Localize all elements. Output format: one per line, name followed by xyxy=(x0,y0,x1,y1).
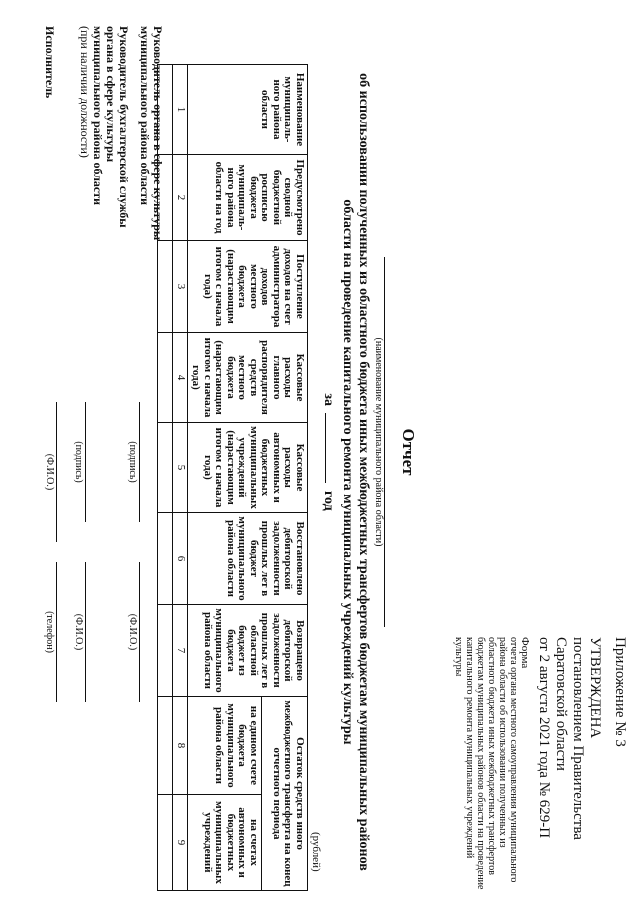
report-subtitle: об использовании полученных из областного бюджета иных межбюджетных трансфертов бюджетам муниципальных районов области на проведение капитального ремонта муниципальных учреждений культуры xyxy=(340,73,371,871)
column-number: 2 xyxy=(173,155,188,241)
header-cell: Кассовые расходы автономных и бюджетных муниципальных учреждений (нарастающим итогом с начала года) xyxy=(188,423,308,513)
accountant-label-line-1: Руководитель бухгалтерской службы xyxy=(117,26,131,228)
table-cell xyxy=(158,423,173,513)
appendix-number: Приложение № 3 xyxy=(612,637,628,747)
period-blank xyxy=(325,413,338,483)
executor-name-caption: (Ф.И.О.) xyxy=(44,453,55,491)
table-header-row xyxy=(261,65,307,891)
table-cell xyxy=(158,697,173,795)
unit-label: (рублей) xyxy=(310,832,322,872)
column-number: 9 xyxy=(173,795,188,891)
executor-phone-caption: (телефон) xyxy=(44,611,55,653)
column-number: 5 xyxy=(173,423,188,513)
report-title: Отчет xyxy=(399,428,418,476)
period-suffix: год xyxy=(321,490,336,511)
approved-by-line-3: от 2 августа 2021 года № 629-П xyxy=(536,637,552,839)
executor-phone-line xyxy=(56,562,57,702)
header-cell: на счетах автономных и бюджетных муниципальных учреждений xyxy=(188,795,262,891)
table-cell xyxy=(158,333,173,423)
period-prefix: за xyxy=(321,393,336,406)
accountant-label-line-4: (при наличии должности) xyxy=(78,26,92,158)
head-name-caption: (Ф.И.О.) xyxy=(127,613,138,651)
head-signature-label xyxy=(138,26,164,286)
accountant-name-line xyxy=(85,562,86,702)
header-cell: Предусмотрено сводной бюджетной росписью бюджета муниципаль-ного района области на год xyxy=(188,155,308,241)
column-number: 7 xyxy=(173,605,188,697)
column-number: 6 xyxy=(173,513,188,605)
report-table xyxy=(158,64,309,891)
document-page xyxy=(0,2,640,902)
head-label-line-1: Руководитель органа в сфере культуры xyxy=(151,26,165,241)
head-label-line-2: муниципального района области xyxy=(138,26,152,206)
approved-label: УТВЕРЖДЕНА xyxy=(587,637,603,739)
column-number: 4 xyxy=(173,333,188,423)
form-description: отчета органа местного самоуправления муниципального района области об использовании полученных из областного бюджета иных межбюджетных трансфертов бюджетам муниципальных районов области на проведение капитального ремонта муниципальных учреждений культуры xyxy=(453,637,519,890)
header-cell: Поступление доходов на счет администратора доходов местного бюджета (нарастающим итогом с начала года) xyxy=(188,241,308,333)
header-cell: на едином счете бюджета муниципального района области xyxy=(188,697,262,795)
municipality-caption: (наименование муниципального района области) xyxy=(373,337,384,547)
header-cell: Наименование муниципаль-ного района области xyxy=(188,65,308,155)
appendix-block xyxy=(453,637,628,897)
table-cell xyxy=(158,513,173,605)
executor-name-line xyxy=(56,402,57,542)
accountant-signature-line xyxy=(85,402,86,522)
head-name-line xyxy=(139,562,140,702)
head-signature-caption: (подпись) xyxy=(127,441,138,483)
municipality-blank-line xyxy=(384,257,385,627)
head-signature-line xyxy=(139,402,140,522)
header-cell: Восстановлено дебиторской задолженности прошлых лет в бюджет муниципального района области xyxy=(188,513,308,605)
executor-label: Исполнитель xyxy=(43,26,57,99)
approved-by-line-1: постановлением Правительства xyxy=(570,637,586,840)
accountant-label-line-3: муниципального района области xyxy=(91,26,105,206)
header-cell: Кассовые расходы главного распорядителя средств местного бюджета (нарастающим итогом с начала года) xyxy=(188,333,308,423)
form-title: Форма xyxy=(519,637,531,669)
column-number: 1 xyxy=(173,65,188,155)
report-period xyxy=(320,2,338,902)
table-cell xyxy=(158,795,173,891)
table-cell xyxy=(158,605,173,697)
column-number: 8 xyxy=(173,697,188,795)
accountant-signature-caption: (подпись) xyxy=(73,441,84,483)
column-number: 3 xyxy=(173,241,188,333)
table-number-row xyxy=(173,65,188,891)
header-cell: Возвращено дебиторской задолженности прошлых лет в областной бюджет из бюджета муниципального района области xyxy=(188,605,308,697)
accountant-label-line-2: органа в сфере культуры xyxy=(104,26,118,163)
accountant-signature-label xyxy=(78,26,130,286)
approved-by-line-2: Саратовской области xyxy=(553,637,569,771)
accountant-name-caption: (Ф.И.О.) xyxy=(73,613,84,651)
header-cell-balance: Остаток средств иного межбюджетного трансферта на конец отчетного периода xyxy=(261,697,307,891)
